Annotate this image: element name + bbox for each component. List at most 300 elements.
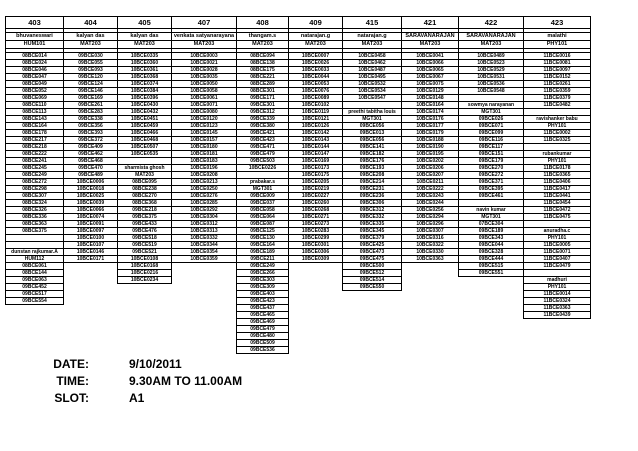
seat-cell: MGT301 [459, 214, 524, 221]
time-row [34, 372, 242, 389]
seat-cell [64, 319, 118, 326]
seat-cell: 11BCE0472 [524, 207, 591, 214]
seat-cell: 10BCE0359 [172, 256, 237, 263]
seat-cell: 10BCE0058 [172, 88, 237, 95]
seat-cell: 09BCE452 [6, 284, 64, 291]
seat-cell: 09BCE064 [237, 214, 289, 221]
seat-cell: 11BCE0441 [524, 193, 591, 200]
seating-table [5, 16, 591, 354]
seat-cell [343, 291, 402, 298]
seat-cell [459, 284, 524, 291]
seat-cell [343, 340, 402, 347]
seat-cell: 09BCE208 [343, 172, 402, 179]
subject-row-cell: MAT203 [343, 41, 402, 49]
seat-cell: 10BCE0041 [402, 53, 459, 60]
seat-cell: 09BCE055 [64, 60, 118, 67]
invigilator-row-cell: kalyan das [64, 33, 118, 41]
seat-cell [402, 291, 459, 298]
seat-cell: 10BCE0121 [289, 116, 343, 123]
seat-cell: 08BCE217 [6, 137, 64, 144]
seat-cell: 10BCE0384 [118, 88, 172, 95]
seat-cell: prabakar.s [237, 179, 289, 186]
seat-cell: 08BCE221 [237, 74, 289, 81]
seat-cell: 09BCE056 [343, 137, 402, 144]
seat-cell: 09BCE517 [6, 291, 64, 298]
seat-cell: 10BCE0018 [64, 186, 118, 193]
seat-cell: 09BCE093 [64, 67, 118, 74]
invigilator-row-cell: natarajan.g [289, 33, 343, 41]
seat-cell [402, 298, 459, 305]
seat-cell: 11BCE0359 [524, 88, 591, 95]
seat-cell: 09BCE249 [237, 263, 289, 270]
subject-row-cell: MAT203 [289, 41, 343, 49]
seat-cell: 10BCE0304 [172, 214, 237, 221]
invigilator-row-cell: bhuvaneswari [6, 33, 64, 41]
exam-footer [34, 355, 242, 406]
seat-cell [343, 326, 402, 333]
seat-cell: 10BCE0091 [64, 221, 118, 228]
seat-cell [172, 305, 237, 312]
seat-cell [459, 347, 524, 354]
seat-cell [118, 158, 172, 165]
seat-cell: 10BCE0120 [172, 116, 237, 123]
seat-cell: 10BCE0173 [289, 165, 343, 172]
seat-cell: 09BCE058 [237, 207, 289, 214]
seat-cell: 10BCE0108 [118, 256, 172, 263]
room-header-row-cell: 404 [64, 17, 118, 29]
seat-cell: 10BCE0075 [402, 81, 459, 88]
seat-cell [343, 333, 402, 340]
seat-cell [118, 305, 172, 312]
seat-row [6, 95, 591, 102]
seat-cell [402, 284, 459, 291]
seat-cell: 10BCE0487 [343, 67, 402, 74]
seat-cell: 09BCE379 [343, 235, 402, 242]
seat-row [6, 60, 591, 67]
seat-row [6, 270, 591, 277]
seat-cell: 09BCE519 [118, 242, 172, 249]
seat-cell: 10BCE0168 [118, 263, 172, 270]
seat-cell: 09BCE211 [237, 256, 289, 263]
seat-cell: 09BCE146 [64, 88, 118, 95]
seat-cell [172, 326, 237, 333]
seat-cell: 10BCE0126 [289, 123, 343, 130]
seat-cell: 10BCE0307 [402, 228, 459, 235]
subject-row-cell: MAT203 [402, 41, 459, 49]
seat-row [6, 298, 591, 305]
seat-cell: 11BCE0081 [524, 60, 591, 67]
seat-cell: 09BCE444 [459, 256, 524, 263]
seat-cell: 08BCE272 [6, 179, 64, 186]
seat-cell: 08BCE324 [6, 200, 64, 207]
seat-cell: 10BCE0260 [289, 200, 343, 207]
seat-cell: 10BCE0396 [118, 95, 172, 102]
seat-cell: 09BCE301 [237, 102, 289, 109]
seat-cell: 09BCE335 [343, 221, 402, 228]
seat-cell: 10BCE0208 [172, 172, 237, 179]
seat-cell: 09BCE395 [459, 186, 524, 193]
room-header-row-cell: 422 [459, 17, 524, 29]
seat-cell: 10BCE0123 [172, 123, 237, 130]
seat-cell: 08BCE113 [6, 109, 64, 116]
seat-cell [459, 291, 524, 298]
seat-cell [459, 95, 524, 102]
seat-row [6, 193, 591, 200]
invigilator-row-cell: natarajan.g [343, 33, 402, 41]
seat-cell: 09BCE551 [459, 270, 524, 277]
seat-cell: 10BCE0451 [118, 116, 172, 123]
seat-cell [524, 109, 591, 116]
seat-cell: 10BCE0061 [172, 95, 237, 102]
seat-cell [402, 263, 459, 270]
seat-cell: 08BCE178 [6, 130, 64, 137]
seat-cell: 09BCE169 [64, 95, 118, 102]
seat-cell: 09BCE218 [118, 207, 172, 214]
seat-cell: MGT301 [459, 109, 524, 116]
seat-cell: 07BCE304 [459, 221, 524, 228]
seat-cell: 09BCE266 [237, 270, 289, 277]
seat-cell: 09BCE465 [237, 312, 289, 319]
seat-cell [118, 312, 172, 319]
seat-cell: 10BCE0529 [459, 67, 524, 74]
seat-cell: 10BCE0301 [289, 242, 343, 249]
seat-row [6, 326, 591, 333]
seat-cell: 08BCE336 [6, 214, 64, 221]
seat-cell: 10BCE0430 [118, 102, 172, 109]
seat-cell [459, 340, 524, 347]
seat-cell: 10BCE0097 [64, 228, 118, 235]
seat-cell: 09BCE339 [237, 116, 289, 123]
seat-row [6, 228, 591, 235]
subject-row-cell: PHY101 [524, 41, 591, 49]
seat-cell: 10BCE0146 [64, 249, 118, 256]
seat-row [6, 158, 591, 165]
seat-cell: 10BCE0462 [343, 60, 402, 67]
seat-cell: 09BCE462 [64, 151, 118, 158]
seat-cell: 08BCE298 [6, 186, 64, 193]
seat-cell: 08BCE249 [6, 172, 64, 179]
seat-cell [64, 263, 118, 270]
seat-cell: 08BCE144 [6, 270, 64, 277]
seat-cell: 10BCE0432 [118, 109, 172, 116]
seat-cell [289, 333, 343, 340]
seat-cell: 10BCE0107 [64, 242, 118, 249]
seat-cell [237, 172, 289, 179]
seat-cell: 10BCE0374 [118, 81, 172, 88]
seat-cell: 10BCE0196 [172, 165, 237, 172]
seat-cell: MGT301 [343, 116, 402, 123]
seat-cell: madhuri [524, 277, 591, 284]
seat-cell: 10BCE0129 [402, 88, 459, 95]
seat-cell: 08BCE245 [6, 165, 64, 172]
seat-cell: 08BCE218 [6, 144, 64, 151]
room-header-row-cell: 405 [118, 17, 172, 29]
seat-row [6, 165, 591, 172]
seat-cell [459, 333, 524, 340]
seat-cell: 11BCE0005 [524, 242, 591, 249]
seat-cell: 09BCE468 [64, 158, 118, 165]
seat-cell: 08BCE175 [237, 67, 289, 74]
seat-cell: 08BCE110 [6, 102, 64, 109]
seat-cell [402, 277, 459, 284]
seat-cell [524, 270, 591, 277]
invigilator-row-cell: SARAVANARAJAN [459, 33, 524, 41]
seat-cell: 10BCE0283 [289, 228, 343, 235]
seat-cell: rubankumar [524, 151, 591, 158]
seat-cell: 11BCE0365 [524, 172, 591, 179]
seat-cell: 09BCE236 [343, 193, 402, 200]
seat-cell: 11BCE0324 [524, 298, 591, 305]
seat-cell [6, 242, 64, 249]
seat-cell: 09BCE356 [64, 123, 118, 130]
seat-cell: 11BCE0482 [524, 102, 591, 109]
seat-cell: 09BCE554 [6, 298, 64, 305]
seat-cell [459, 312, 524, 319]
seat-cell: 10BCE0547 [343, 95, 402, 102]
seat-cell: 10BCE0268 [289, 207, 343, 214]
seat-row [6, 305, 591, 312]
seat-cell: 10BCE0294 [402, 214, 459, 221]
seat-row [6, 137, 591, 144]
seat-cell [459, 277, 524, 284]
seat-row [6, 88, 591, 95]
seat-cell: 10BCE0361 [118, 67, 172, 74]
seat-cell: 10BCE0276 [172, 193, 237, 200]
seat-cell [64, 333, 118, 340]
seat-cell: 10BCE0025 [64, 193, 118, 200]
seat-cell: 08BCE138 [237, 60, 289, 67]
seat-cell [6, 235, 64, 242]
seat-cell: 09BCE124 [64, 81, 118, 88]
seat-cell: 08BCE024 [6, 60, 64, 67]
seat-cell: 09BCE518 [118, 235, 172, 242]
seat-cell [172, 319, 237, 326]
seat-cell: 10BCE0148 [402, 95, 459, 102]
seat-cell: 10BCE0495 [343, 74, 402, 81]
seat-cell: 10BCE0021 [172, 60, 237, 67]
seat-cell [402, 347, 459, 354]
seat-cell: sowmya narayanan [459, 102, 524, 109]
seat-cell: 10BCE0285 [172, 200, 237, 207]
seat-cell: 10BCE0176 [402, 116, 459, 123]
seat-cell: 08BCE049 [6, 81, 64, 88]
seat-cell: 10BCE0205 [289, 179, 343, 186]
seat-cell: 09BCE179 [459, 158, 524, 165]
seat-cell [172, 284, 237, 291]
subject-row-cell: MAT203 [459, 41, 524, 49]
seat-cell [343, 347, 402, 354]
seat-cell [118, 347, 172, 354]
seat-cell [64, 284, 118, 291]
seat-cell [343, 319, 402, 326]
seat-cell [6, 326, 64, 333]
seat-cell: 09BCE371 [459, 179, 524, 186]
seat-row [6, 221, 591, 228]
seat-cell: 11BCE0152 [524, 74, 591, 81]
seat-cell: 11BCE0479 [524, 263, 591, 270]
seat-row [6, 347, 591, 354]
seat-row [6, 116, 591, 123]
seat-cell [289, 340, 343, 347]
seat-cell: 10BCE0195 [402, 151, 459, 158]
seat-cell: 08BCE061 [6, 263, 64, 270]
seat-cell: 09BCE550 [343, 284, 402, 291]
seat-cell: 10BCE0296 [402, 221, 459, 228]
seat-cell: 10BCE0459 [118, 123, 172, 130]
seat-cell: 09BCE345 [343, 228, 402, 235]
seat-cell: 09BCE469 [237, 319, 289, 326]
seat-cell: 10BCE0207 [402, 172, 459, 179]
seat-cell: 09BCE328 [459, 249, 524, 256]
seat-cell: 10BCE0206 [402, 165, 459, 172]
seat-cell: 10BCE0102 [289, 102, 343, 109]
seat-cell: 09BCE037 [237, 200, 289, 207]
seat-cell: 11BCE0014 [524, 291, 591, 298]
seat-cell: 10BCE0226 [237, 165, 289, 172]
seat-row [6, 53, 591, 60]
seat-cell: 10BCE0344 [172, 242, 237, 249]
seat-cell [172, 270, 237, 277]
seat-cell: 09BCE479 [237, 151, 289, 158]
seat-cell: 08BCE301 [237, 88, 289, 95]
seat-cell: 08BCE094 [237, 53, 289, 60]
seat-cell: 11BCE0002 [524, 130, 591, 137]
seat-cell: 09BCE409 [64, 144, 118, 151]
seat-cell: 09BCE479 [237, 326, 289, 333]
subject-row-cell: MAT203 [118, 41, 172, 49]
seat-cell: 09BCE030 [64, 53, 118, 60]
seat-cell: 11BCE0071 [524, 249, 591, 256]
seat-cell: 09BCE425 [343, 242, 402, 249]
date-value: 9/10/2011 [129, 356, 182, 371]
seat-cell: 11BCE0475 [524, 214, 591, 221]
subject-row-cell: HUM101 [6, 41, 64, 49]
seat-cell: 10BCE0147 [289, 151, 343, 158]
seat-row [6, 214, 591, 221]
seat-cell [172, 347, 237, 354]
seat-cell [402, 319, 459, 326]
seat-cell: 08BCE363 [6, 221, 64, 228]
seat-cell: sharmista ghosh [118, 165, 172, 172]
seat-cell: 09BCE514 [343, 277, 402, 284]
seat-cell: 10BCE0330 [402, 249, 459, 256]
seat-cell: 10BCE0458 [343, 53, 402, 60]
seat-row [6, 263, 591, 270]
seat-cell: PHY101 [524, 284, 591, 291]
seat-cell: anuradha.c [524, 228, 591, 235]
seat-cell: 09BCE087 [237, 221, 289, 228]
seat-cell: 11BCE0406 [524, 179, 591, 186]
seat-cell [343, 305, 402, 312]
seat-cell: 10BCE0216 [118, 270, 172, 277]
seat-cell: 11BCE0439 [524, 312, 591, 319]
seat-row [6, 186, 591, 193]
seat-cell: 09BCE116 [459, 137, 524, 144]
seat-cell [64, 277, 118, 284]
invigilator-row-cell: thangam.s [237, 33, 289, 41]
seat-cell: 10BCE0188 [402, 137, 459, 144]
seat-cell: 09BCE306 [343, 200, 402, 207]
seat-cell: 10BCE0044 [289, 74, 343, 81]
seat-cell: 10BCE0219 [289, 186, 343, 193]
seat-cell: 08BCE270 [118, 193, 172, 200]
seat-row [6, 277, 591, 284]
seat-cell [289, 284, 343, 291]
seat-cell: ravishanker babu [524, 116, 591, 123]
seat-row [6, 333, 591, 340]
seat-cell: 08BCE069 [6, 95, 64, 102]
seat-row [6, 144, 591, 151]
time-label: TIME: [56, 373, 89, 388]
seat-row [6, 74, 591, 81]
seat-cell: MGT301 [237, 186, 289, 193]
room-header-row-cell: 403 [6, 17, 64, 29]
seat-cell: 10BCE0507 [118, 144, 172, 151]
seat-cell: 10BCE0299 [289, 235, 343, 242]
seat-cell [289, 298, 343, 305]
seat-cell: 10BCE0202 [402, 158, 459, 165]
seat-cell: 09BCE509 [237, 340, 289, 347]
seat-cell: 09BCE437 [237, 305, 289, 312]
seat-cell: 10BCE0157 [172, 137, 237, 144]
seat-cell: 09BCE056 [343, 123, 402, 130]
seat-cell [289, 263, 343, 270]
seat-cell: 10BCE0234 [118, 277, 172, 284]
seat-cell [289, 347, 343, 354]
seat-cell: 10BCE0306 [289, 249, 343, 256]
seat-cell: 09BCE312 [237, 109, 289, 116]
seat-cell [289, 326, 343, 333]
seat-cell: 10BCE0313 [172, 228, 237, 235]
seat-cell: 10BCE0181 [172, 151, 237, 158]
seat-cell: 09BCE171 [237, 95, 289, 102]
seat-cell [289, 312, 343, 319]
seat-row [6, 291, 591, 298]
seat-cell: 10BCE0271 [289, 214, 343, 221]
seat-cell [64, 291, 118, 298]
seat-row [6, 179, 591, 186]
seat-cell: 10BCE0213 [172, 179, 237, 186]
seat-cell: 09BCE421 [237, 130, 289, 137]
seat-cell: 10BCE0179 [402, 130, 459, 137]
seat-cell [118, 284, 172, 291]
seat-row [6, 319, 591, 326]
seat-cell [172, 312, 237, 319]
seat-cell: 09BCE500 [343, 263, 402, 270]
slot-row [34, 389, 242, 406]
seat-cell: 08BCE052 [6, 88, 64, 95]
seat-cell: 10BCE0144 [289, 144, 343, 151]
seat-cell: 10BCE0211 [402, 179, 459, 186]
seat-cell: 10BCE0006 [64, 179, 118, 186]
seat-cell [64, 347, 118, 354]
seat-cell: 10BCE0222 [402, 186, 459, 193]
room-header-row-cell: 408 [237, 17, 289, 29]
seat-cell: 10BCE0243 [402, 193, 459, 200]
seat-cell [289, 291, 343, 298]
seat-cell: 09BCE151 [459, 151, 524, 158]
seat-cell: 09BCE026 [459, 116, 524, 123]
seat-cell: 08BCE164 [6, 123, 64, 130]
room-header-row-cell: 415 [343, 17, 402, 29]
seat-cell: 11BCE0417 [524, 186, 591, 193]
seat-cell: 09BCE521 [118, 249, 172, 256]
seat-cell: 09BCE471 [237, 144, 289, 151]
seat-cell [6, 319, 64, 326]
invigilator-row-cell: venkata satyanarayana [172, 33, 237, 41]
slot-value: A1 [129, 390, 145, 405]
seat-cell: 09BCE380 [237, 123, 289, 130]
